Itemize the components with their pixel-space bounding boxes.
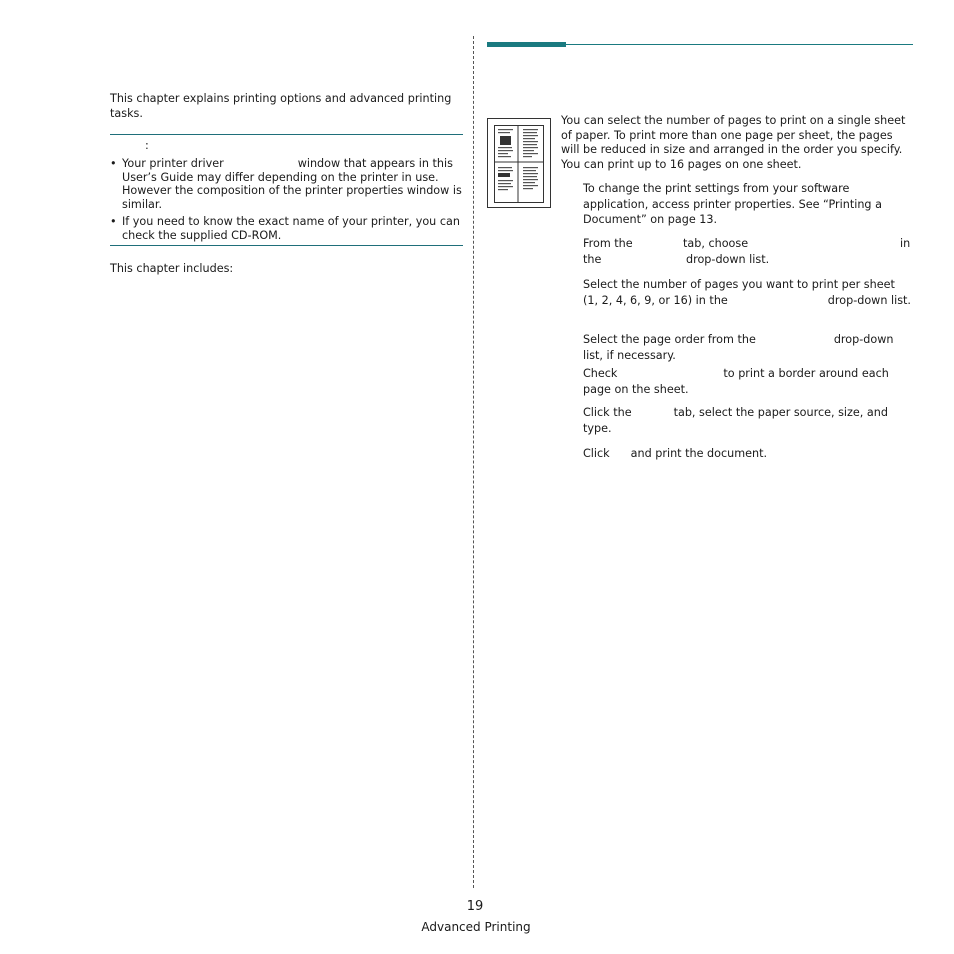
column-divider: [473, 36, 474, 888]
note-bottom-rule: [110, 245, 463, 246]
n-up-pages-icon: [494, 125, 544, 203]
chapter-includes: This chapter includes:: [110, 262, 234, 275]
step-7: [583, 446, 911, 462]
step-4-b: drop-down list, if necessary.: [583, 333, 894, 362]
step-5-b: to print a border around each page on the sheet.: [583, 367, 889, 396]
note-2-text: If you need to know the exact name of your printer, you can check the supplied CD-ROM.: [122, 215, 460, 242]
step-6-b: tab, select the paper source, size, and type.: [583, 406, 888, 435]
step-2-c: in: [900, 237, 911, 250]
step-3-b: drop-down list.: [827, 293, 911, 307]
note-1-post: window that appears in this User’s Guide may differ depending on the printer in use. However the composition of the printer properties window is similar.: [122, 157, 462, 211]
list-item: [110, 215, 462, 242]
feature-description: You can select the number of pages to print on a single sheet of paper. To print more than one page per sheet, the pages will be reduced in size and arranged in the order you specify. You can print up to 16 pages on one sheet.: [561, 114, 906, 171]
step-7-a: Click: [583, 447, 610, 460]
footer-chapter-title: Advanced Printing: [421, 920, 531, 934]
note-1-pre: Your printer driver: [122, 157, 224, 170]
step-2-b: tab, choose: [683, 237, 749, 250]
step-4: [583, 332, 911, 363]
step-2-a: From the: [583, 237, 633, 250]
step-6-a: Click the: [583, 406, 632, 419]
step-4-a: Select the page order from the: [583, 333, 756, 346]
bullet-icon: •: [110, 157, 117, 170]
step-2-d: the: [583, 252, 602, 266]
step-3-a: Select the number of pages you want to print per sheet (1, 2, 4, 6, 9, or 16) in the: [583, 278, 895, 307]
step-5-a: Check: [583, 367, 618, 380]
step-1-text: To change the print settings from your software application, access printer properties. See “Printing a Document” on page 13.: [583, 182, 882, 226]
list-item: [110, 157, 462, 211]
step-7-b: and print the document.: [630, 447, 768, 460]
note-list: [110, 157, 462, 246]
step-2: [583, 236, 911, 267]
step-2-e: drop-down list.: [686, 252, 770, 266]
page-number: 19: [466, 899, 484, 914]
step-1: [583, 181, 911, 228]
section-header-bar: [487, 42, 566, 47]
note-top-rule: [110, 134, 463, 135]
step-6: [583, 405, 911, 436]
bullet-icon: •: [110, 215, 117, 228]
chapter-intro: This chapter explains printing options and advanced printing tasks.: [110, 92, 452, 120]
note-label-colon: :: [145, 139, 149, 152]
step-3: [583, 277, 911, 308]
section-header-rule: [566, 44, 913, 45]
step-5: [583, 366, 911, 397]
